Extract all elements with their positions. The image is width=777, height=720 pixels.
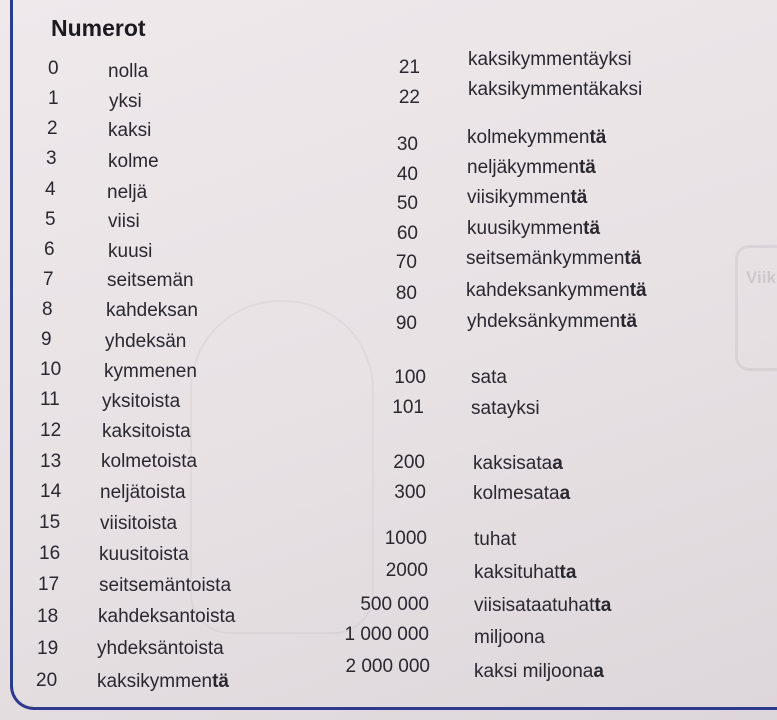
left-entry-word-stem: kaksi	[108, 120, 152, 141]
left-entry-word-stem: kahdeksan	[106, 300, 198, 321]
right-entry-word-stem: kaksisata	[473, 453, 553, 474]
right-entry-number: 1 000 000	[344, 624, 429, 645]
left-entry-number: 3	[46, 148, 57, 169]
faded-callout-text: Viik	[746, 268, 776, 287]
right-entry-number: 200	[393, 452, 425, 473]
right-entry-word	[471, 367, 507, 389]
left-entry-number: 19	[37, 638, 59, 659]
left-entry-word	[108, 120, 151, 142]
right-entry-word	[471, 398, 540, 420]
left-entry-number: 17	[38, 574, 60, 595]
right-entry-word-ending: ta	[594, 595, 612, 616]
left-entry-word-stem: kolme	[108, 151, 159, 172]
right-entry-number: 2 000 000	[345, 656, 430, 677]
right-entry-word	[473, 453, 563, 475]
right-entry-number: 500 000	[360, 594, 429, 615]
right-entry-word-ending: tä	[570, 187, 588, 208]
right-entry-number: 22	[398, 87, 420, 108]
left-entry-number: 18	[37, 606, 59, 627]
left-entry-word-stem: kaksikymmen	[97, 671, 213, 692]
right-entry-number: 101	[392, 397, 424, 418]
right-entry-word	[474, 529, 516, 551]
right-entry-word-stem: viisisataatuhat	[474, 595, 595, 616]
page-title: Numerot	[51, 15, 146, 41]
right-entry-word-ending: tä	[629, 280, 647, 301]
right-entry-number: 50	[396, 193, 418, 214]
left-entry-word-stem: yksi	[109, 91, 142, 112]
left-entry-word-stem: viisitoista	[100, 513, 178, 534]
left-entry-number: 16	[39, 543, 61, 564]
right-entry-number: 60	[396, 223, 418, 244]
left-entry-word	[98, 606, 235, 628]
left-entry-number: 4	[45, 179, 56, 200]
right-entry-word-stem: sata	[471, 367, 507, 388]
left-entry-word-stem: yhdeksän	[105, 331, 187, 352]
left-entry-number: 7	[43, 269, 54, 290]
right-entry-word-stem: kaksikymmentäyksi	[468, 49, 632, 70]
left-entry-number: 5	[45, 209, 56, 230]
left-entry-word-stem: nolla	[108, 61, 149, 82]
right-entry-word	[474, 627, 545, 649]
right-entry-word-ending: tä	[589, 127, 607, 148]
left-entry-word	[107, 270, 194, 292]
right-entry-number: 21	[398, 57, 420, 78]
left-entry-word-stem: kuusi	[108, 241, 153, 262]
left-entry-number: 10	[40, 359, 62, 380]
left-entry-word	[97, 638, 224, 660]
left-entry-number: 12	[40, 420, 62, 441]
right-entry-number: 100	[394, 367, 426, 388]
left-entry-word-stem: viisi	[108, 211, 140, 232]
right-entry-word-stem: kolmesata	[473, 483, 560, 504]
right-entry-number: 1000	[384, 528, 427, 549]
left-entry-word	[108, 241, 152, 263]
right-entry-word-stem: tuhat	[474, 529, 517, 550]
left-entry-word-stem: kahdeksantoista	[98, 606, 236, 627]
right-entry-word-stem: kahdeksankymmen	[466, 280, 630, 301]
left-entry-number: 11	[40, 389, 60, 410]
right-entry-number: 80	[395, 283, 417, 304]
right-entry-number: 40	[396, 164, 418, 185]
right-entry-word-ending: tä	[624, 248, 642, 269]
left-entry-word-stem: yhdeksäntoista	[97, 638, 224, 659]
left-entry-word-stem: neljä	[107, 182, 148, 203]
right-entry-word-ending: a	[593, 661, 604, 682]
left-entry-word	[107, 182, 147, 204]
right-entry-word-stem: kaksituhat	[474, 562, 560, 583]
right-entry-word	[473, 483, 570, 505]
left-entry-word-stem: kymmenen	[104, 361, 197, 382]
right-entry-word-stem: neljäkymmen	[467, 157, 579, 178]
left-entry-number: 14	[40, 481, 62, 502]
left-entry-word-stem: yksitoista	[102, 391, 181, 412]
right-entry-word	[474, 562, 576, 584]
right-entry-word	[467, 127, 606, 149]
left-entry-word	[105, 331, 186, 353]
right-entry-word	[467, 157, 596, 179]
left-entry-number: 8	[42, 299, 53, 320]
right-entry-word-ending: tä	[578, 157, 596, 178]
left-entry-word	[104, 361, 197, 383]
right-entry-word-stem: kuusikymmen	[467, 218, 584, 239]
left-entry-word-stem: neljätoista	[100, 482, 186, 503]
left-entry-word	[99, 575, 231, 597]
left-entry-word-stem: kaksitoista	[102, 421, 191, 442]
left-entry-word	[101, 451, 197, 473]
left-entry-word	[108, 61, 148, 83]
right-entry-word	[474, 661, 604, 683]
left-entry-number: 0	[48, 58, 59, 79]
right-entry-word-stem: miljoona	[474, 627, 545, 648]
left-entry-word	[100, 482, 186, 504]
left-entry-word	[109, 91, 142, 113]
right-entry-word-ending: a	[559, 483, 571, 504]
left-entry-word	[108, 151, 159, 173]
left-entry-number: 13	[40, 451, 62, 472]
left-entry-word	[97, 671, 229, 693]
right-entry-number: 2000	[385, 560, 428, 581]
right-entry-number: 30	[396, 134, 418, 155]
left-entry-word-stem: kuusitoista	[99, 544, 189, 565]
right-entry-word	[466, 248, 641, 270]
right-entry-word	[466, 280, 647, 302]
right-entry-word	[474, 595, 611, 617]
left-entry-number: 1	[48, 88, 59, 109]
left-entry-word-stem: seitsemän	[107, 270, 194, 291]
right-entry-word	[468, 49, 632, 71]
right-entry-word-stem: yhdeksänkymmen	[467, 311, 621, 332]
left-entry-word-ending: tä	[212, 671, 229, 692]
left-entry-word	[102, 391, 180, 413]
left-entry-word	[99, 544, 189, 566]
left-entry-word	[102, 421, 191, 443]
right-entry-word	[467, 187, 587, 209]
right-entry-word-ending: ta	[559, 562, 577, 583]
left-entry-word	[106, 300, 198, 322]
right-entry-word	[467, 218, 600, 240]
right-entry-word-stem: viisikymmen	[467, 187, 571, 208]
left-entry-number: 6	[44, 239, 55, 260]
right-entry-word-stem: kaksi miljoona	[474, 661, 594, 682]
right-entry-word-ending: tä	[620, 311, 638, 332]
left-entry-number: 9	[41, 329, 52, 350]
left-entry-number: 20	[36, 670, 58, 691]
right-entry-number: 70	[395, 252, 417, 273]
right-entry-number: 90	[395, 313, 417, 334]
left-entry-word	[108, 211, 140, 233]
right-entry-word-stem: kaksikymmentäkaksi	[468, 79, 643, 100]
right-entry-word-stem: seitsemänkymmen	[466, 248, 625, 269]
right-entry-word-ending: a	[552, 453, 563, 474]
left-entry-word-stem: kolmetoista	[101, 451, 198, 472]
left-entry-word-stem: seitsemäntoista	[99, 575, 232, 596]
right-entry-word-stem: satayksi	[471, 398, 540, 419]
right-entry-number: 300	[394, 482, 426, 503]
right-entry-word-stem: kolmekymmen	[467, 127, 590, 148]
left-entry-number: 15	[39, 512, 61, 533]
left-entry-word	[100, 513, 177, 535]
left-entry-number: 2	[47, 118, 58, 139]
right-entry-word	[468, 79, 642, 101]
right-entry-word-ending: tä	[583, 218, 601, 239]
right-entry-word	[467, 311, 637, 333]
